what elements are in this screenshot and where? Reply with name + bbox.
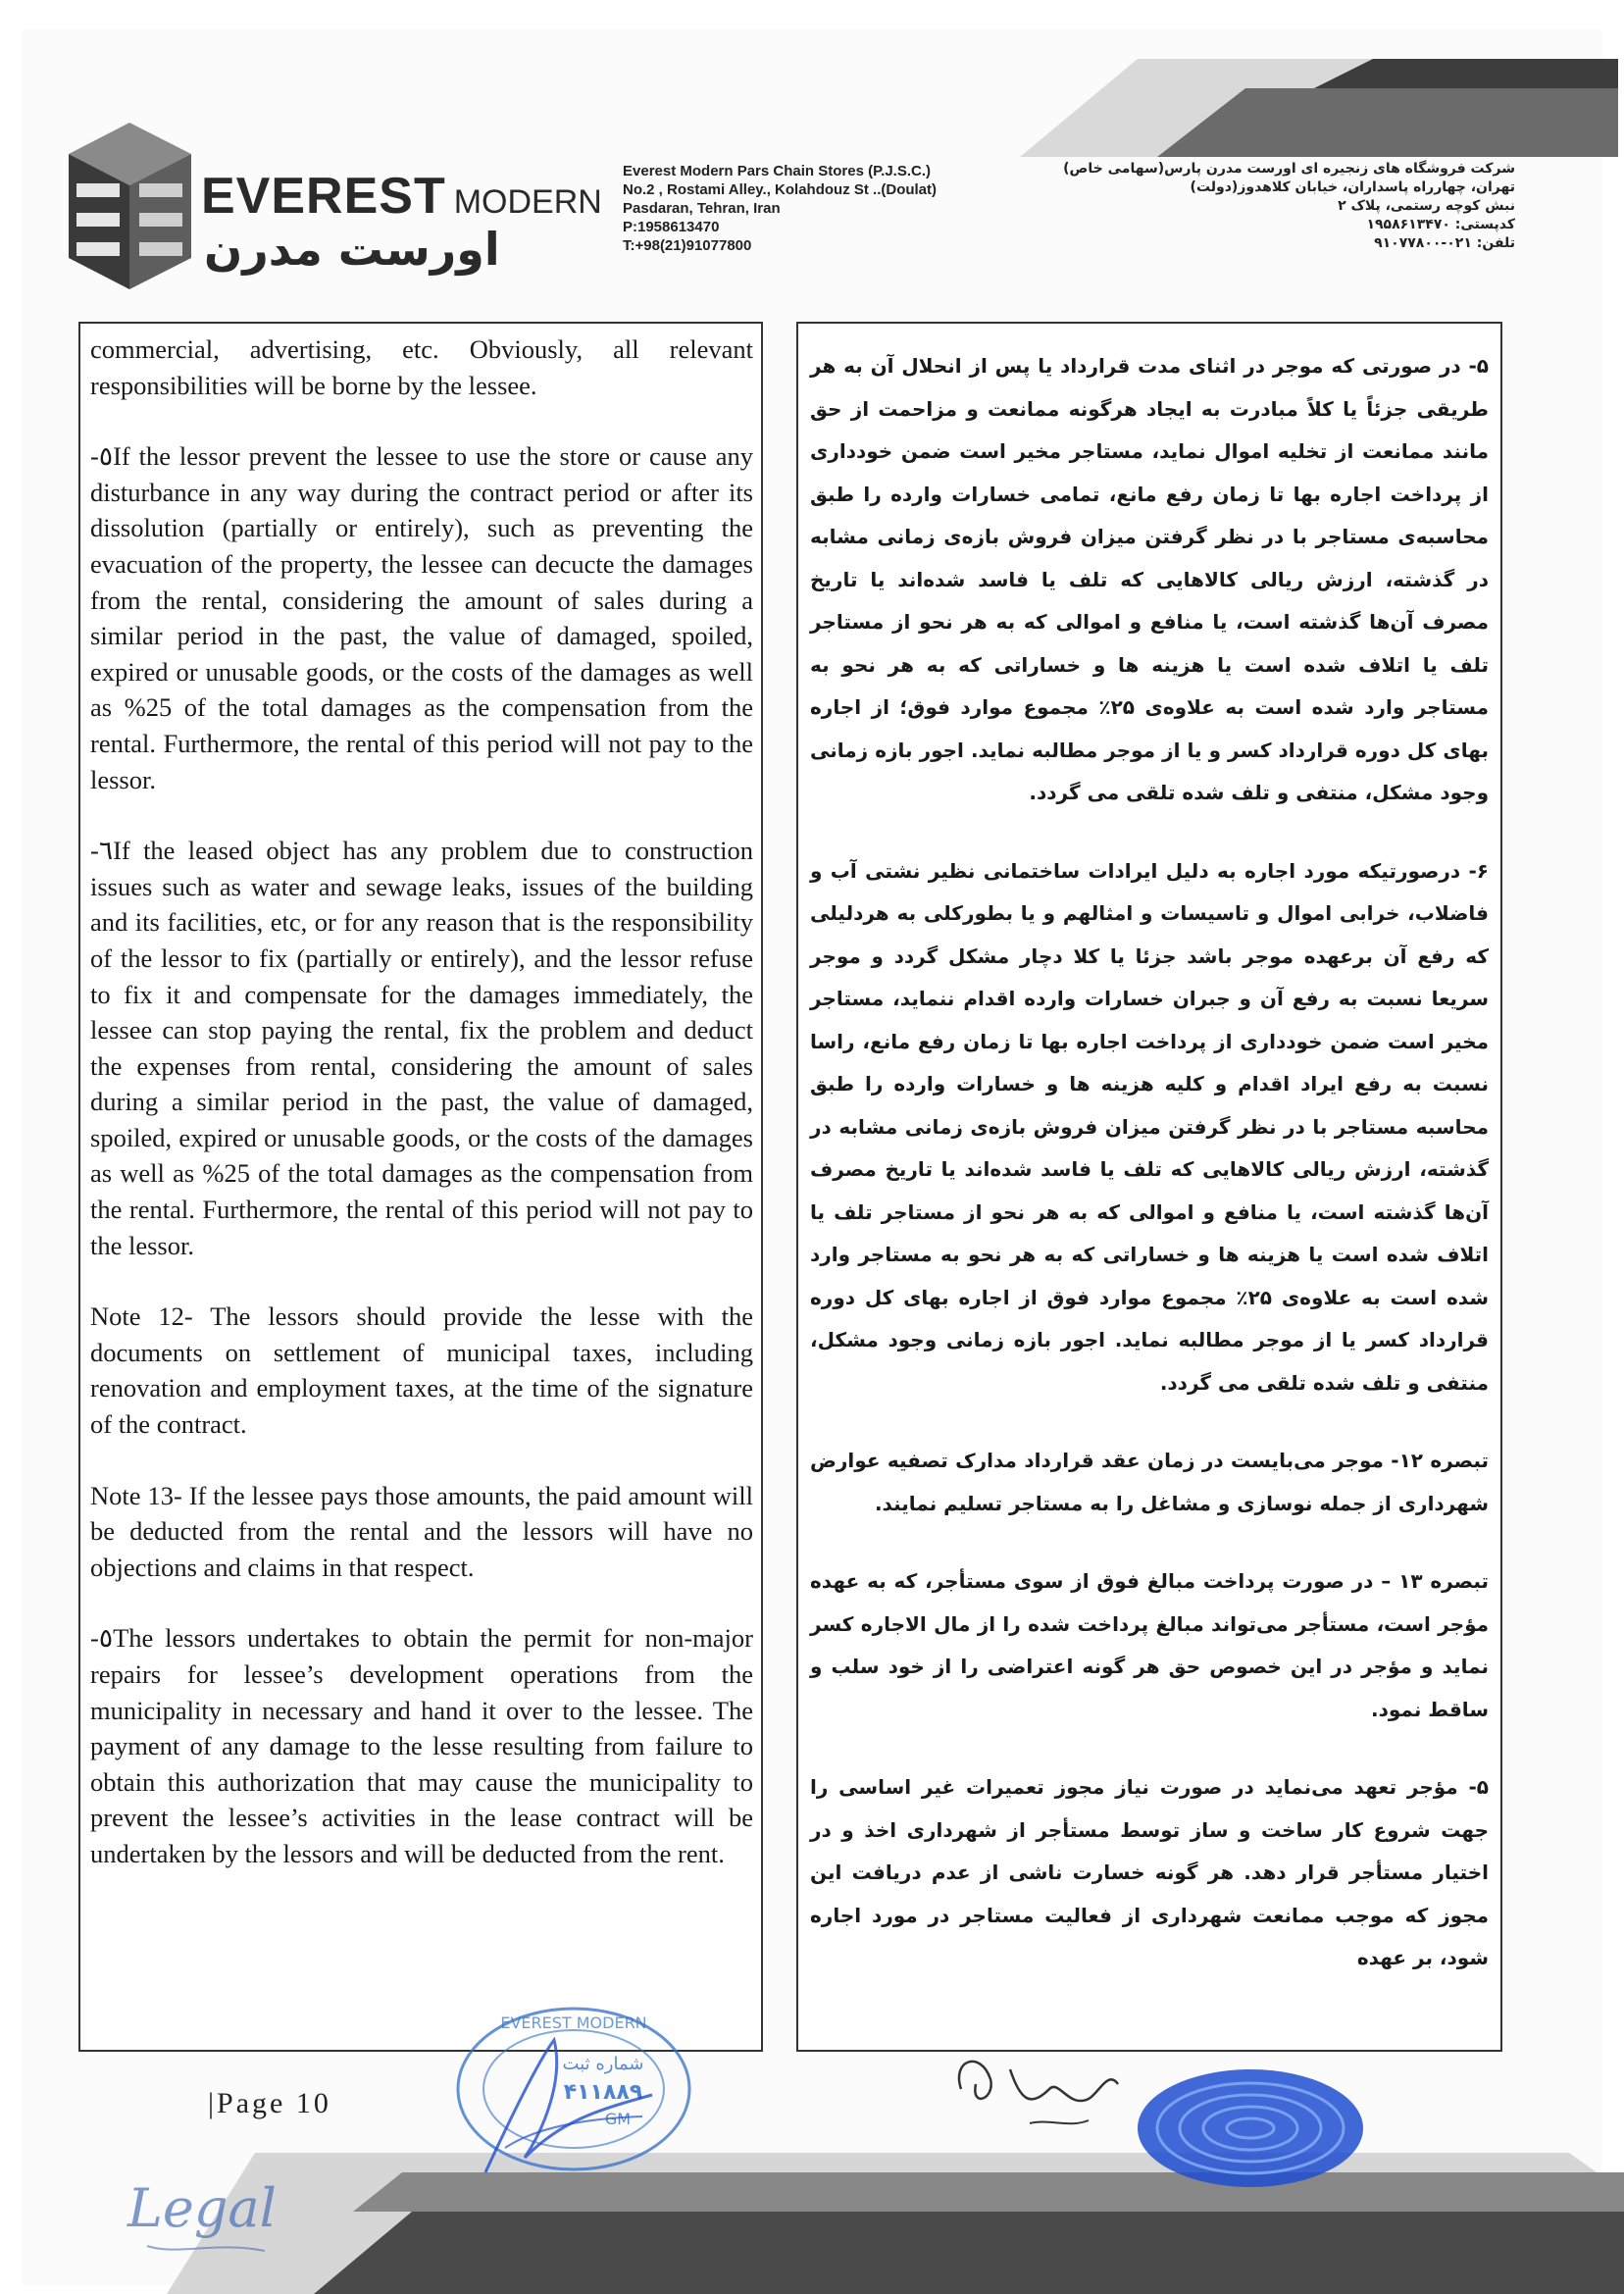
fa-paragraph: تبصره ۱۳ – در صورت پرداخت مبالغ فوق از سوی مستأجر، که به عهده مؤجر است، مستأجر می‌تواند مبالغ پرداخت شده را از مال الاجاره کسر نماید و مؤجر در این خصوص حق هر گونه اعتراضی را از خود سلب و ساقط نمود. [810,1569,1489,1721]
logo-persian-text: اورست مدرن [204,223,500,276]
logo-english-text: EVEREST MODERN [201,168,602,225]
logo-cube-icon [69,123,191,289]
svg-text:EVEREST MODERN: EVEREST MODERN [500,2014,647,2032]
en-paragraph: -٥If the lessor prevent the lessee to use the store or cause any disturbance in any way during the contract period or after its dissolution (partially or entirely), such as preventing the evacuation of the property, the lessee can decucte the damages from the rental, considering the amount of sales during a similar period in the past, the value of damaged, spoiled, expired or unusable goods, or the costs of the damages as well as %25 of the total damages as the compensation from the rental. Furthermore, the rental of this period will not pay to the lessor. [90,441,753,794]
fa-paragraph: تبصره ۱۲- موجر می‌بایست در زمان عقد قرارداد مدارک تصفیه عوارض شهرداری از جمله نوسازی و مشاغل را به مستاجر تسلیم نمایند. [810,1449,1490,1515]
en-paragraph: -٦If the leased object has any problem due to construction issues such as water and sewage leaks, issues of the building and its facilities, etc, or for any reason that is the responsibility of the lessor to fix (partially or entirely), and the lessor refuse to fix it and compensate for the damages immediately, the lessee can stop paying the rental, fix the problem and deduct the expenses from rental, considering the amount of sales during a similar period in the past, the value of damaged, spoiled, expired or unusable goods, or the costs of the damages as well as %25 of the total damages as the compensation from the rental. Furthermore, the rental of this period will not pay to the lessor. [90,836,753,1260]
fa-paragraph: ۵- در صورتی که موجر در اثنای مدت قرارداد یا پس از انحلال آن به هر طریقی جزئاً یا کلاً مبادرت به ایجاد هرگونه ممانعت و مزاحمت از حق مانند ممانعت از تخلیه اموال نماید، مستاجر مخیر است ضمن خودداری از پرداخت اجاره بها تا زمان رفع مانع، تمامی خسارات وارده را طبق محاسبه‌ی مستاجر با در نظر گرفتن میزان فروش بازه‌ی زمانی مشابه در گذشته، ارزش ریالی کالاهایی که تلف یا فاسد شده‌اند یا تاریخ مصرف آن‌ها گذشته است، یا منافع و اموالی که به هر نحو از مستاجر تلف یا اتلاف شده است یا هزینه ها و خساراتی که به هر نحو به مستاجر وارد شده است به علاوه‌ی ۲۵٪ مجموع موارد فوق؛ از اجاره بهای کل دوره قرارداد کسر و یا از موجر مطالبه نماید. اجور بازه زمانی وجود مشکل، منتفی و تلف شده تلقی می گردد. [810,354,1490,804]
fingerprint-mark [1128,2055,1373,2192]
fa-paragraph: ۶- درصورتیکه مورد اجاره به دلیل ایرادات ساختمانی نظیر نشتی آب و فاضلاب، خرابی اموال و تاسیسات و امثالهم و یا بطورکلی به هردلیلی که رفع آن برعهده موجر باشد جزئا یا کلا دچار مشکل گردد و موجر سریعا نسبت به رفع آن و جبران خسارات وارده اقدام ننماید، مستاجر مخیر است ضمن خودداری از پرداخت اجاره بها تا زمان رفع مانع، راسا نسبت به رفع ایراد اقدام و کلیه هزینه ها و خسارات وارده را طبق محاسبه مستاجر با در نظر گرفتن میزان فروش بازه‌ی زمانی مشابه در گذشته، ارزش ریالی کالاهایی که تلف یا فاسد شده‌اند یا تاریخ مصرف آن‌ها گذشته است، یا منافع و اموالی که به هر نحو از مستاجر تلف یا اتلاف شده است یا هزینه ها و خساراتی که به هر نحو به مستاجر وارد شده است به علاوه‌ی ۲۵٪ مجموع موارد فوق از اجاره بهای کل دوره قرارداد کسر یا از موجر مطالبه نماید. اجور بازه زمانی وجود مشکل، منتفی و تلف شده تلقی می گردد. [810,858,1489,1395]
company-address-persian: شرکت فروشگاه های زنجیره ای اورست مدرن پارس(سهامی خاص) تهران، چهارراه پاسداران، خیابان کلاهدوز(دولت) نبش کوچه رستمی، پلاک ۲ کدپستی: ۱۹۵۸۶۱۳۴۷۰ تلفن: ۰۲۱-۹۱۰۷۷۸۰۰ [1063,161,1515,251]
signature-right [941,2030,1138,2138]
en-paragraph: commercial, advertising, etc. Obviously, all relevant responsibilities will be borne by the lessee. [90,334,753,400]
header-decor-band [1020,59,1618,157]
signature-legal [118,2158,304,2266]
svg-text:۴۱۱۸۸۹: ۴۱۱۸۸۹ [563,2080,643,2105]
en-paragraph: -٥The lessors undertakes to obtain the permit for non-major repairs for lessee’s development operations from the municipality in necessary and hand it over to the lessee. The payment of any damage to the lesse resulting from failure to obtain this authorization that may cause the municipality to prevent the lessee’s activities in the lease contract will be undertaken by the lessors and will be deducted from the rent. [90,1623,753,1868]
company-stamp [446,2001,701,2197]
svg-text:Legal: Legal [127,2177,277,2239]
svg-text:شماره ثبت: شماره ثبت [562,2054,644,2074]
english-text-column [78,322,763,2052]
page-number: |Page 10 [208,2087,331,2119]
en-paragraph: Note 12- The lessors should provide the lesse with the documents on settlement of municipal taxes, including renovation and employment taxes, at the time of the signature of the contract. [90,1301,753,1440]
persian-text-column [796,322,1502,2052]
company-address-english: Everest Modern Pars Chain Stores (P.J.S.C.) No.2 , Rostami Alley., Kolahdouz St ..(Doulat) Pasdaran, Tehran, Iran P:1958613470 T:+98(21)91077800 [623,163,938,254]
svg-text:GM: GM [604,2110,632,2128]
en-paragraph: Note 13- If the lessee pays those amounts, the paid amount will be deducted from the rental and the lessors will have no objections and claims in that respect. [90,1480,753,1582]
fa-paragraph: ۵- مؤجر تعهد می‌نماید در صورت نیاز مجوز تعمیرات غیر اساسی را جهت شروع کار ساخت و ساز توسط مستأجر از شهرداری اخذ و در اختیار مستأجر قرار دهد. هر گونه خسارت ناشی از عدم دریافت این مجوز که موجب ممانعت شهرداری از فعالیت مستاجر در مورد اجاره شود، بر عهده [810,1775,1489,1969]
company-logo [69,113,602,299]
